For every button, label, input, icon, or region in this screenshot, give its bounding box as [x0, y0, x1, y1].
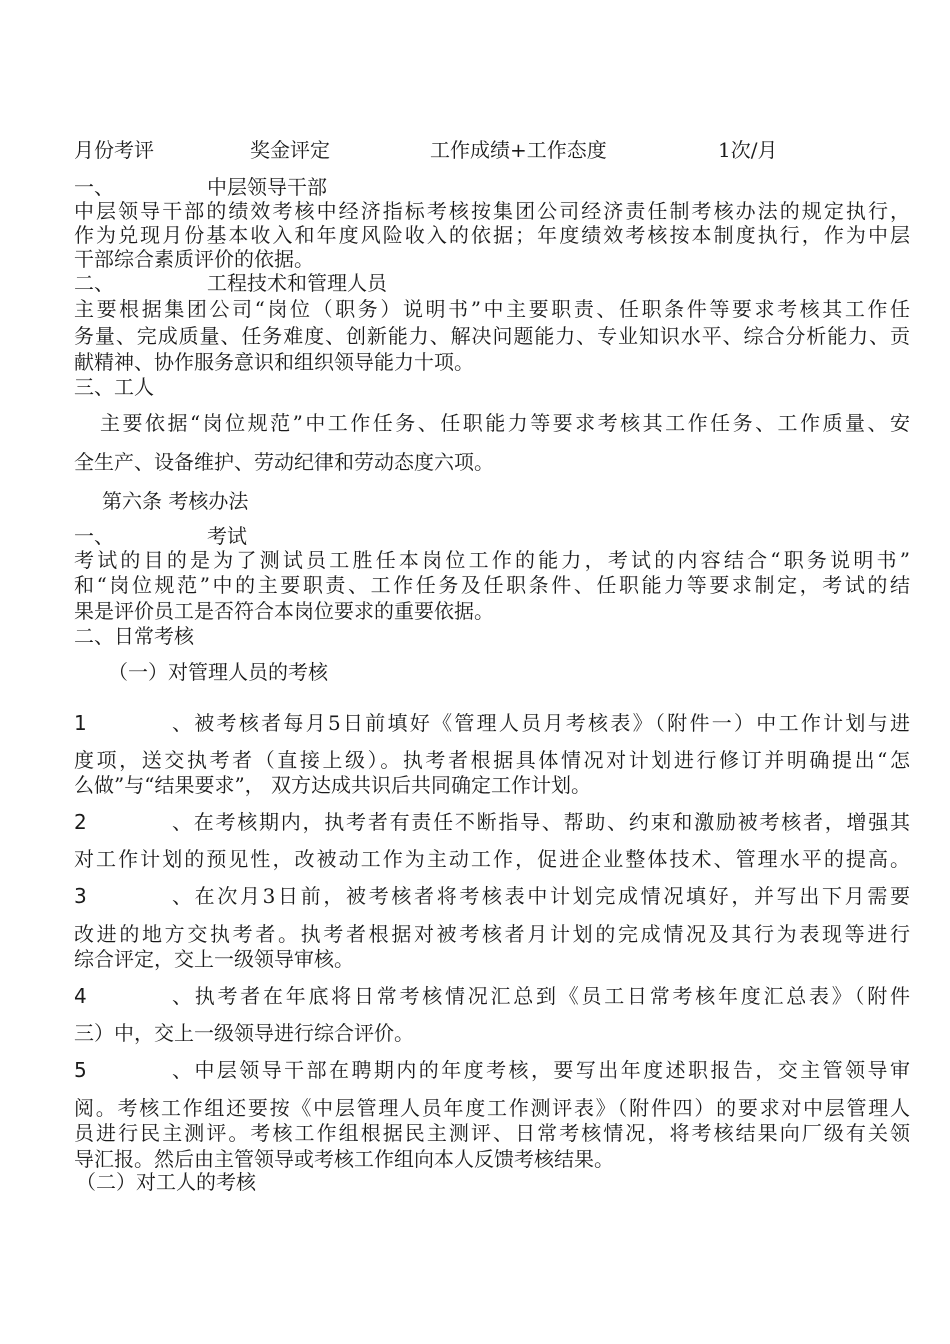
method-heading-daily: 二、日常考核	[74, 624, 194, 648]
paragraph-line: 作为兑现月份基本收入和年度风险收入的依据；年度绩效考核按本制度执行，作为中层	[74, 223, 910, 247]
paragraph-line: 考试的目的是为了测试员工胜任本岗位工作的能力，考试的内容结合“职务说明书”	[74, 548, 910, 572]
paragraph-line: 和“岗位规范”中的主要职责、工作任务及任职条件、任职能力等要求制定，考试的结	[74, 573, 910, 597]
article-heading: 第六条 考核办法	[102, 489, 249, 513]
section-heading-workers: 三、工人	[74, 375, 154, 399]
list-item: 1、被考核者每月5日前填好《管理人员月考核表》（附件一）中工作计划与进	[74, 711, 910, 735]
table-cell-period: 月份考评	[74, 138, 154, 162]
paragraph-line: 献精神、协作服务意识和组织领导能力十项。	[74, 350, 474, 374]
table-cell-use: 奖金评定	[250, 138, 330, 162]
paragraph-line: 改进的地方交执考者。执考者根据对被考核者月计划的完成情况及其行为表现等进行	[74, 922, 910, 946]
subheading-managers: （一）对管理人员的考核	[108, 660, 328, 684]
list-item: 4、执考者在年底将日常考核情况汇总到《员工日常考核年度汇总表》（附件	[74, 984, 910, 1008]
section-heading-engineering-staff: 二、 工程技术和管理人员	[74, 271, 387, 295]
paragraph-line: 全生产、设备维护、劳动纪律和劳动态度六项。	[74, 450, 494, 474]
paragraph-line: 对工作计划的预见性，改被动工作为主动工作，促进企业整体技术、管理水平的提高。	[74, 847, 910, 871]
paragraph-line: 主要依据“岗位规范”中工作任务、任职能力等要求考核其工作任务、工作质量、安	[100, 411, 910, 435]
paragraph-line: 员进行民主测评。考核工作组根据民主测评、日常考核情况，将考核结果向厂级有关领	[74, 1121, 910, 1145]
list-item: 5、中层领导干部在聘期内的年度考核，要写出年度述职报告，交主管领导审	[74, 1058, 910, 1082]
paragraph-line: 度项，送交执考者（直接上级）。执考者根据具体情况对计划进行修订并明确提出“怎	[74, 748, 910, 772]
paragraph-line: 综合评定，交上一级领导审核。	[74, 947, 354, 971]
subheading-workers: （二）对工人的考核	[76, 1170, 256, 1194]
list-item: 2、在考核期内，执考者有责任不断指导、帮助、约束和激励被考核者，增强其	[74, 810, 910, 834]
paragraph-line: 么做”与“结果要求”， 双方达成共识后共同确定工作计划。	[74, 773, 592, 797]
paragraph-line: 阅。考核工作组还要按《中层管理人员年度工作测评表》（附件四）的要求对中层管理人	[74, 1096, 910, 1120]
paragraph-line: 三）中，交上一级领导进行综合评价。	[74, 1021, 414, 1045]
paragraph-line: 干部综合素质评价的依据。	[74, 247, 314, 271]
section-heading-middle-managers: 一、 中层领导干部	[74, 175, 327, 199]
table-cell-content: 工作成绩+工作态度	[430, 138, 607, 162]
paragraph-line: 务量、完成质量、任务难度、创新能力、解决问题能力、专业知识水平、综合分析能力、贡	[74, 324, 910, 348]
paragraph-line: 导汇报。然后由主管领导或考核工作组向本人反馈考核结果。	[74, 1147, 614, 1171]
list-item: 3、在次月3日前，被考核者将考核表中计划完成情况填好，并写出下月需要	[74, 884, 910, 908]
paragraph-line: 主要根据集团公司“岗位（职务）说明书”中主要职责、任职条件等要求考核其工作任	[74, 297, 910, 321]
method-heading-exam: 一、 考试	[74, 524, 247, 548]
table-cell-frequency: 1次/月	[718, 138, 778, 162]
paragraph-line: 果是评价员工是否符合本岗位要求的重要依据。	[74, 599, 494, 623]
paragraph-line: 中层领导干部的绩效考核中经济指标考核按集团公司经济责任制考核办法的规定执行，	[74, 199, 910, 223]
